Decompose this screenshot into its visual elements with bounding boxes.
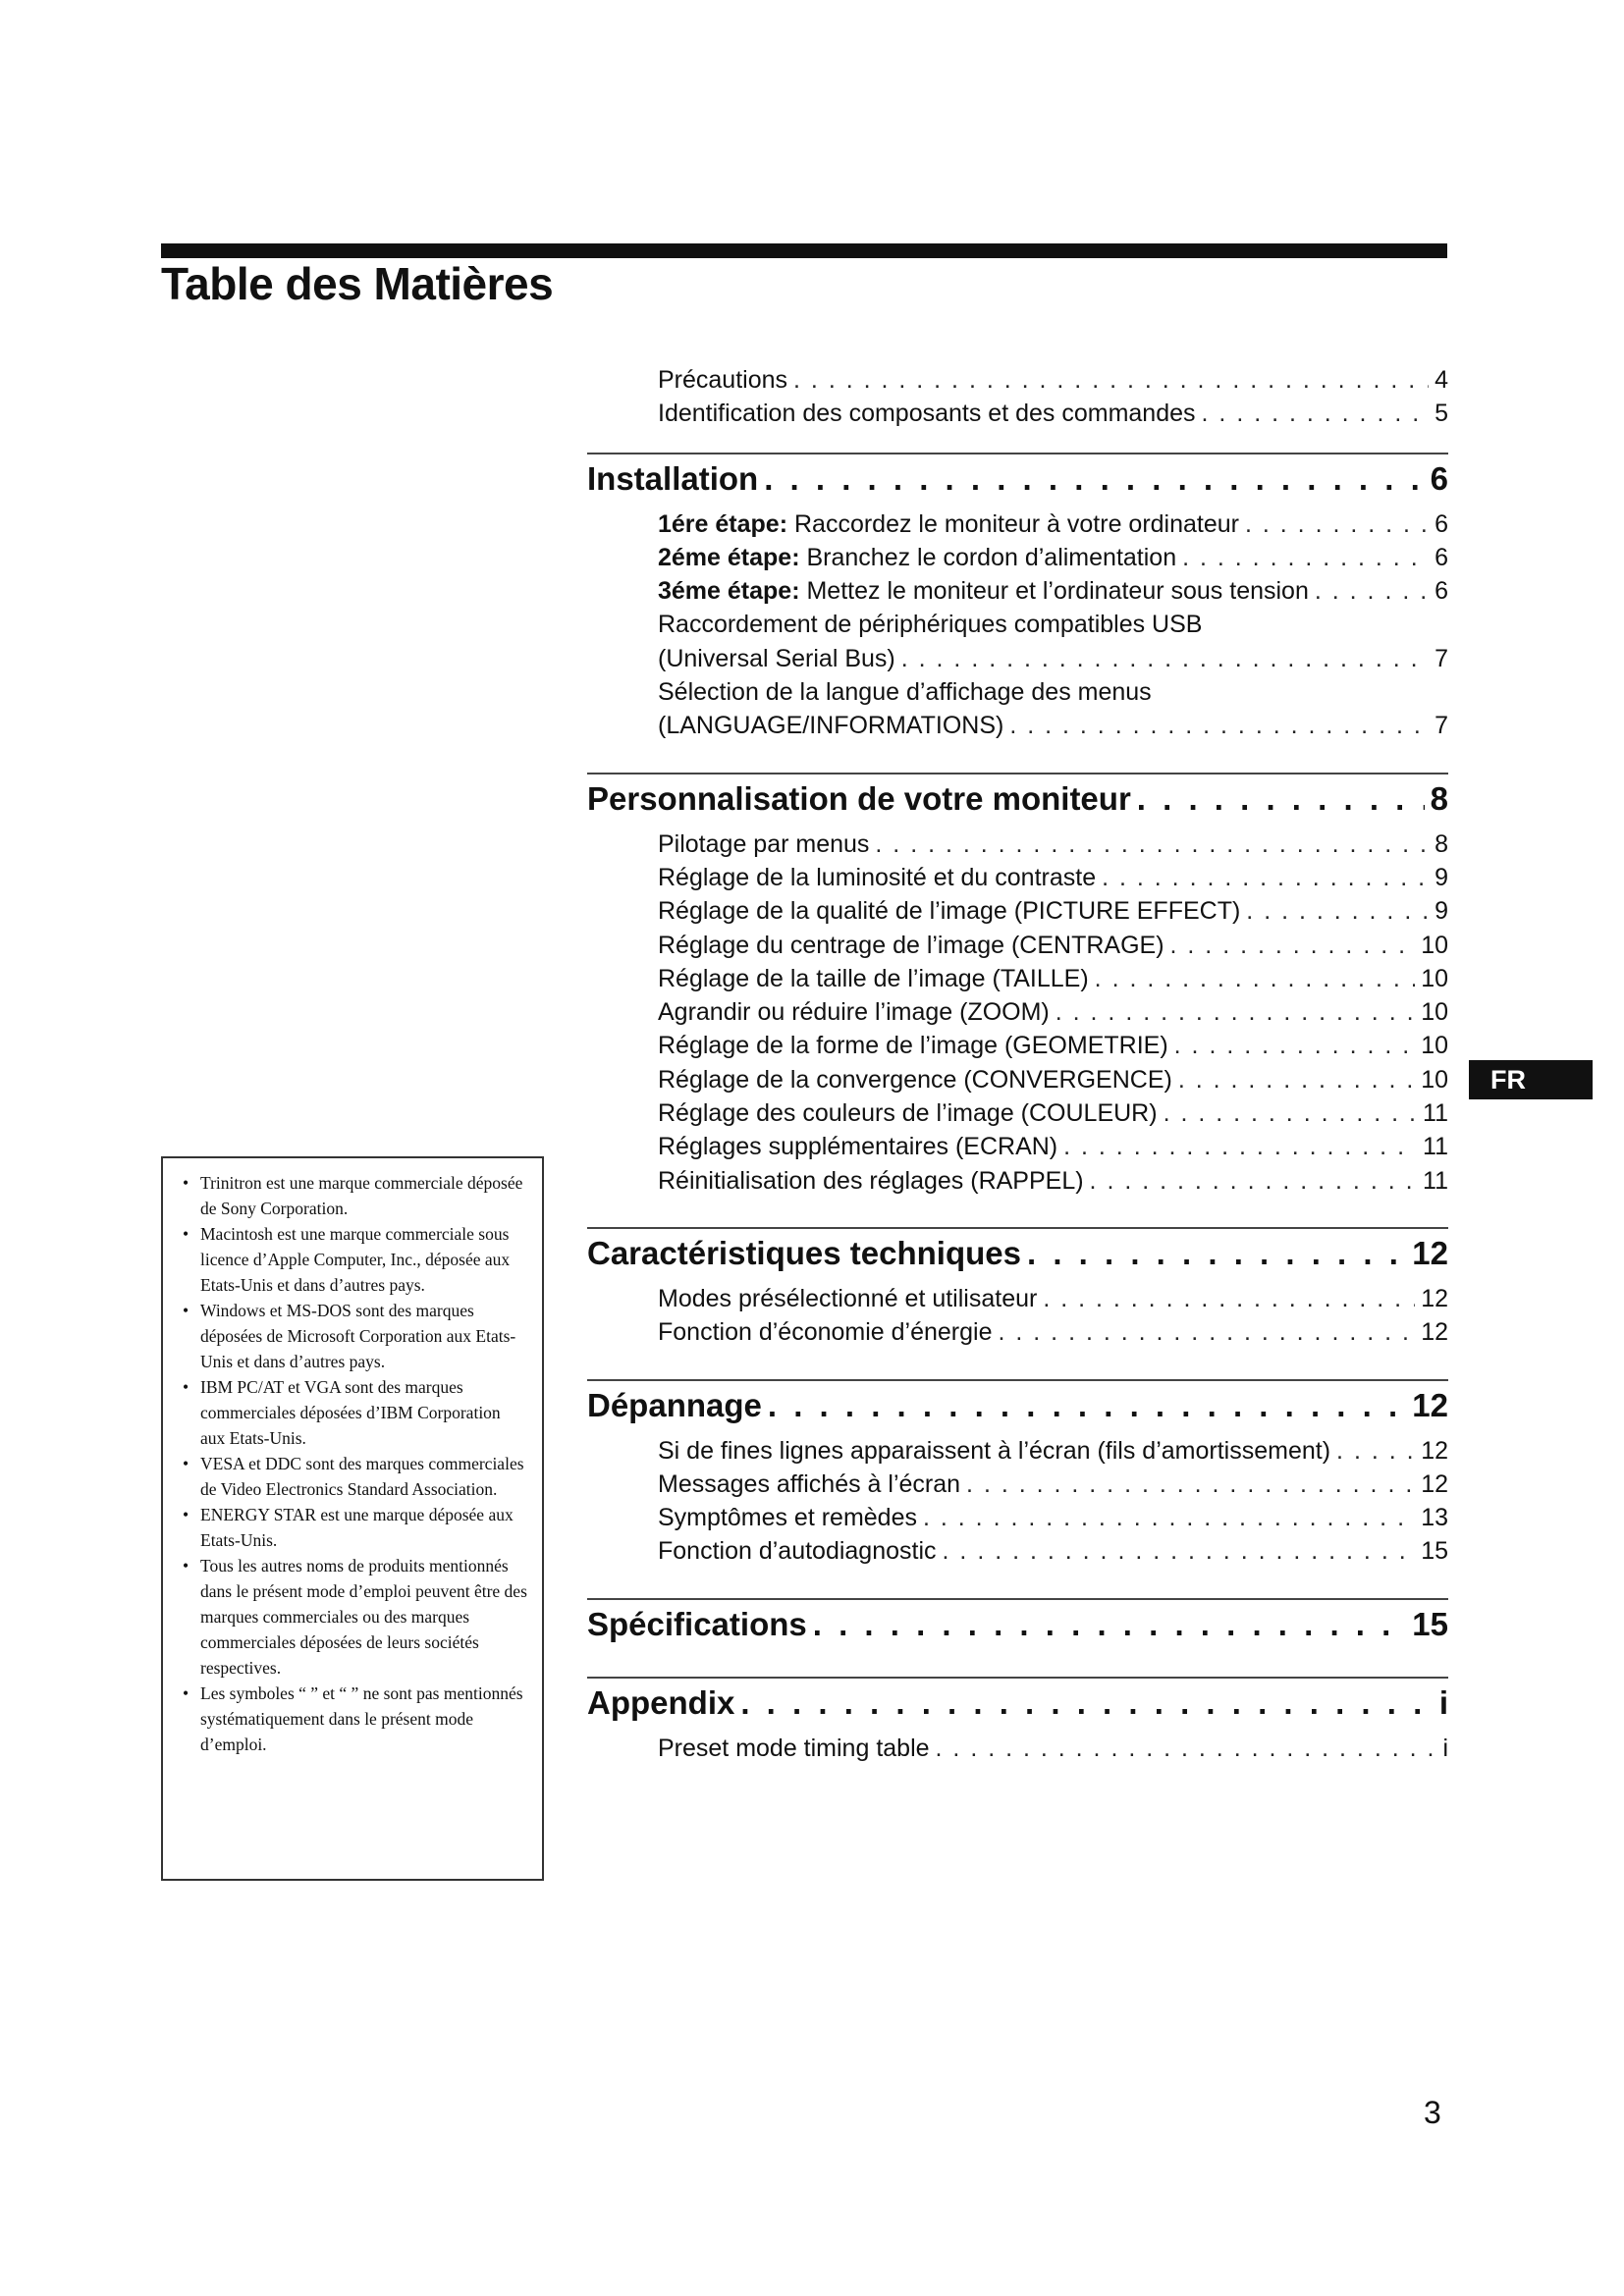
section-page: 12 [1412,1386,1448,1423]
dot-leader [1182,541,1429,574]
dot-leader [793,363,1429,397]
entry-page: 11 [1423,1133,1448,1161]
dot-leader [1202,397,1430,430]
entry-page: 9 [1435,863,1448,891]
dot-leader [813,1602,1407,1647]
spacer [587,1350,1448,1379]
dot-leader [1336,1434,1415,1468]
dot-leader [923,1501,1415,1534]
toc-entry[interactable] [658,397,1448,430]
trademark-item: • VESA et DDC sont des marques commerciales de Video Electronics Standard Association. [177,1451,528,1502]
dot-leader [1164,1096,1417,1130]
entry-title: Fonction d’économie d’énergie [658,1318,993,1347]
entry-title: Réglage de la qualité de l’image (PICTURE EFFECT) [658,897,1241,926]
spacer [587,1569,1448,1598]
entry-page: 11 [1423,1166,1448,1195]
toc-entry[interactable] [658,1282,1448,1315]
entry-text: Mettez le moniteur et l’ordinateur sous tension [806,577,1309,606]
section-entries [658,1282,1448,1350]
toc-entry[interactable] [658,1096,1448,1130]
toc-entry[interactable] [658,1501,1448,1534]
entry-title: Réglage de la luminosité et du contraste [658,863,1097,891]
entry-title: Agrandir ou réduire l’image (ZOOM) [658,998,1050,1027]
entry-page: 7 [1435,644,1448,672]
spacer [587,1653,1448,1677]
entry-title: Modes présélectionné et utilisateur [658,1284,1038,1312]
dot-leader [943,1534,1416,1568]
entry-page: 12 [1421,1284,1448,1312]
entry-text: Raccordez le moniteur à votre ordinateur [793,509,1239,538]
section-page: 12 [1412,1234,1448,1271]
entry-page: 12 [1421,1318,1448,1347]
toc-entry[interactable] [658,1434,1448,1468]
toc-entry[interactable] [658,1164,1448,1198]
section-heading-appendix[interactable] [587,1677,1448,1732]
table-of-contents [587,363,1448,1765]
entry-title: Réglage des couleurs de l’image (COULEUR) [658,1099,1158,1128]
entry-text: Branchez le cordon d’alimentation [806,543,1177,571]
entry-title [658,541,1176,574]
toc-entry[interactable] [658,363,1448,397]
entry-first-line[interactable]: Sélection de la langue d’affichage des menus [658,678,1152,707]
step-label: 2éme étape: [658,543,800,571]
section-entries [658,1732,1448,1765]
entry-title: Réglage de la forme de l’image (GEOMETRIE) [658,1032,1168,1060]
dot-leader [966,1468,1415,1501]
toc-entry[interactable] [658,541,1448,574]
page-title: Table des Matières [161,258,554,309]
intro-entries [658,363,1448,431]
entry-page: 13 [1421,1504,1448,1532]
toc-entry[interactable] [658,1315,1448,1349]
dot-leader [1245,507,1429,541]
dot-leader [1043,1282,1415,1315]
toc-entry[interactable] [658,962,1448,995]
trademark-item: • ENERGY STAR est une marque déposée aux Etats-Unis. [177,1502,528,1553]
toc-entry[interactable] [658,894,1448,928]
entry-title: Fonction d’autodiagnostic [658,1537,937,1566]
toc-entry[interactable] [658,1063,1448,1096]
section-heading-personnalisation[interactable] [587,773,1448,828]
dot-leader [1315,574,1429,608]
entry-page: 7 [1435,712,1448,740]
toc-entry[interactable] [658,995,1448,1029]
language-tab: FR [1469,1060,1593,1099]
dot-leader [1056,995,1415,1029]
entry-page: 12 [1421,1436,1448,1465]
section-page: i [1438,1683,1448,1721]
entry-title: (Universal Serial Bus) [658,644,895,672]
entry-first-line[interactable]: Raccordement de périphériques compatibles USB [658,611,1203,639]
entry-page: 10 [1421,1032,1448,1060]
section-title: Personnalisation de votre moniteur [587,779,1131,817]
dot-leader [1178,1063,1415,1096]
entry-page: 5 [1435,400,1448,428]
entry-title: Réglage de la taille de l’image (TAILLE) [658,964,1089,992]
toc-entry[interactable] [658,1468,1448,1501]
trademark-item: • Les symboles “ ” et “ ” ne sont pas mentionnés systématiquement dans le présent mode d’emploi. [177,1681,528,1757]
entry-title: Symptômes et remèdes [658,1504,917,1532]
section-title: Spécifications [587,1605,807,1642]
entry-title: Identification des composants et des commandes [658,400,1196,428]
entry-page: 6 [1435,577,1448,606]
trademark-item: • Trinitron est une marque commerciale déposée de Sony Corporation. [177,1170,528,1221]
entry-page: 10 [1421,964,1448,992]
entry-title [658,507,1239,541]
toc-entry[interactable] [658,1534,1448,1568]
entry-page: 6 [1435,509,1448,538]
dot-leader [1102,861,1429,894]
dot-leader [1246,894,1429,928]
toc-entry[interactable] [658,1130,1448,1163]
top-rule [161,243,1447,258]
toc-entry[interactable] [658,574,1448,608]
entry-title: Messages affichés à l’écran [658,1469,961,1498]
entry-page: 10 [1421,931,1448,959]
toc-entry[interactable] [658,1029,1448,1062]
dot-leader [1027,1231,1406,1276]
trademark-item: • Tous les autres noms de produits mentionnés dans le présent mode d’emploi peuvent être des marques commerciales ou des marques commerciales déposées de leurs sociétés respectives. [177,1553,528,1681]
toc-entry[interactable] [658,861,1448,894]
toc-entry[interactable] [658,642,1448,675]
section-page: 6 [1430,459,1448,497]
dot-leader [1095,962,1416,995]
entry-title: Réinitialisation des réglages (RAPPEL) [658,1166,1084,1195]
step-label: 1ére étape: [658,509,788,538]
entry-page: 10 [1421,998,1448,1027]
section-heading-depannage[interactable] [587,1379,1448,1434]
toc-entry[interactable] [658,709,1448,742]
dot-leader [999,1315,1416,1349]
dot-leader [768,1383,1406,1428]
entry-title: Réglage du centrage de l’image (CENTRAGE) [658,931,1164,959]
section-entries [658,828,1448,1198]
page-number: 3 [1424,2095,1441,2130]
trademark-item: • Macintosh est une marque commerciale sous licence d’Apple Computer, Inc., déposée aux Etats-Unis et dans d’autres pays. [177,1221,528,1298]
section-title: Installation [587,459,759,497]
trademark-item: • Windows et MS-DOS sont des marques déposées de Microsoft Corporation aux Etats-Unis et dans d’autres pays. [177,1298,528,1374]
entry-page: i [1442,1734,1448,1762]
entry-page: 10 [1421,1065,1448,1094]
spacer [587,1198,1448,1227]
dot-leader [1090,1164,1418,1198]
dot-leader [1174,1029,1416,1062]
trademark-notice-box [161,1156,544,1881]
section-title: Appendix [587,1683,735,1721]
toc-entry[interactable] [658,507,1448,541]
entry-page: 6 [1435,543,1448,571]
toc-entry[interactable] [658,1732,1448,1765]
dot-leader [936,1732,1437,1765]
dot-leader [875,828,1429,861]
dot-leader [1009,709,1429,742]
entry-title: Réglage de la convergence (CONVERGENCE) [658,1065,1172,1094]
dot-leader [1063,1130,1417,1163]
toc-entry[interactable] [658,929,1448,962]
entry-title: Si de fines lignes apparaissent à l’écran (fils d’amortissement) [658,1436,1331,1465]
entry-page: 8 [1435,829,1448,858]
entry-title: Réglages supplémentaires (ECRAN) [658,1133,1058,1161]
entry-title: Précautions [658,366,788,394]
entry-page: 15 [1421,1537,1448,1566]
section-page: 8 [1430,779,1448,817]
dot-leader [1137,776,1425,822]
section-page: 15 [1412,1605,1448,1642]
dot-leader [740,1681,1433,1726]
section-entries [658,507,1448,743]
entry-title: Pilotage par menus [658,829,870,858]
dot-leader [1170,929,1416,962]
entry-title: Preset mode timing table [658,1734,930,1762]
section-title: Dépannage [587,1386,762,1423]
section-entries [658,1434,1448,1569]
entry-title: (LANGUAGE/INFORMATIONS) [658,712,1004,740]
entry-page: 11 [1423,1099,1448,1128]
section-heading-installation[interactable] [587,453,1448,507]
toc-entry[interactable] [658,828,1448,861]
entry-page: 4 [1435,366,1448,394]
entry-title [658,574,1309,608]
step-label: 3éme étape: [658,577,800,606]
section-heading-caracteristiques[interactable] [587,1227,1448,1282]
section-heading-specifications[interactable] [587,1598,1448,1653]
dot-leader [764,456,1424,502]
dot-leader [901,642,1429,675]
entry-page: 9 [1435,897,1448,926]
entry-page: 12 [1421,1469,1448,1498]
trademark-item: • IBM PC/AT et VGA sont des marques commerciales déposées d’IBM Corporation aux Etats-Unis. [177,1374,528,1451]
section-title: Caractéristiques techniques [587,1234,1021,1271]
spacer [587,743,1448,773]
trademark-list [177,1170,528,1757]
